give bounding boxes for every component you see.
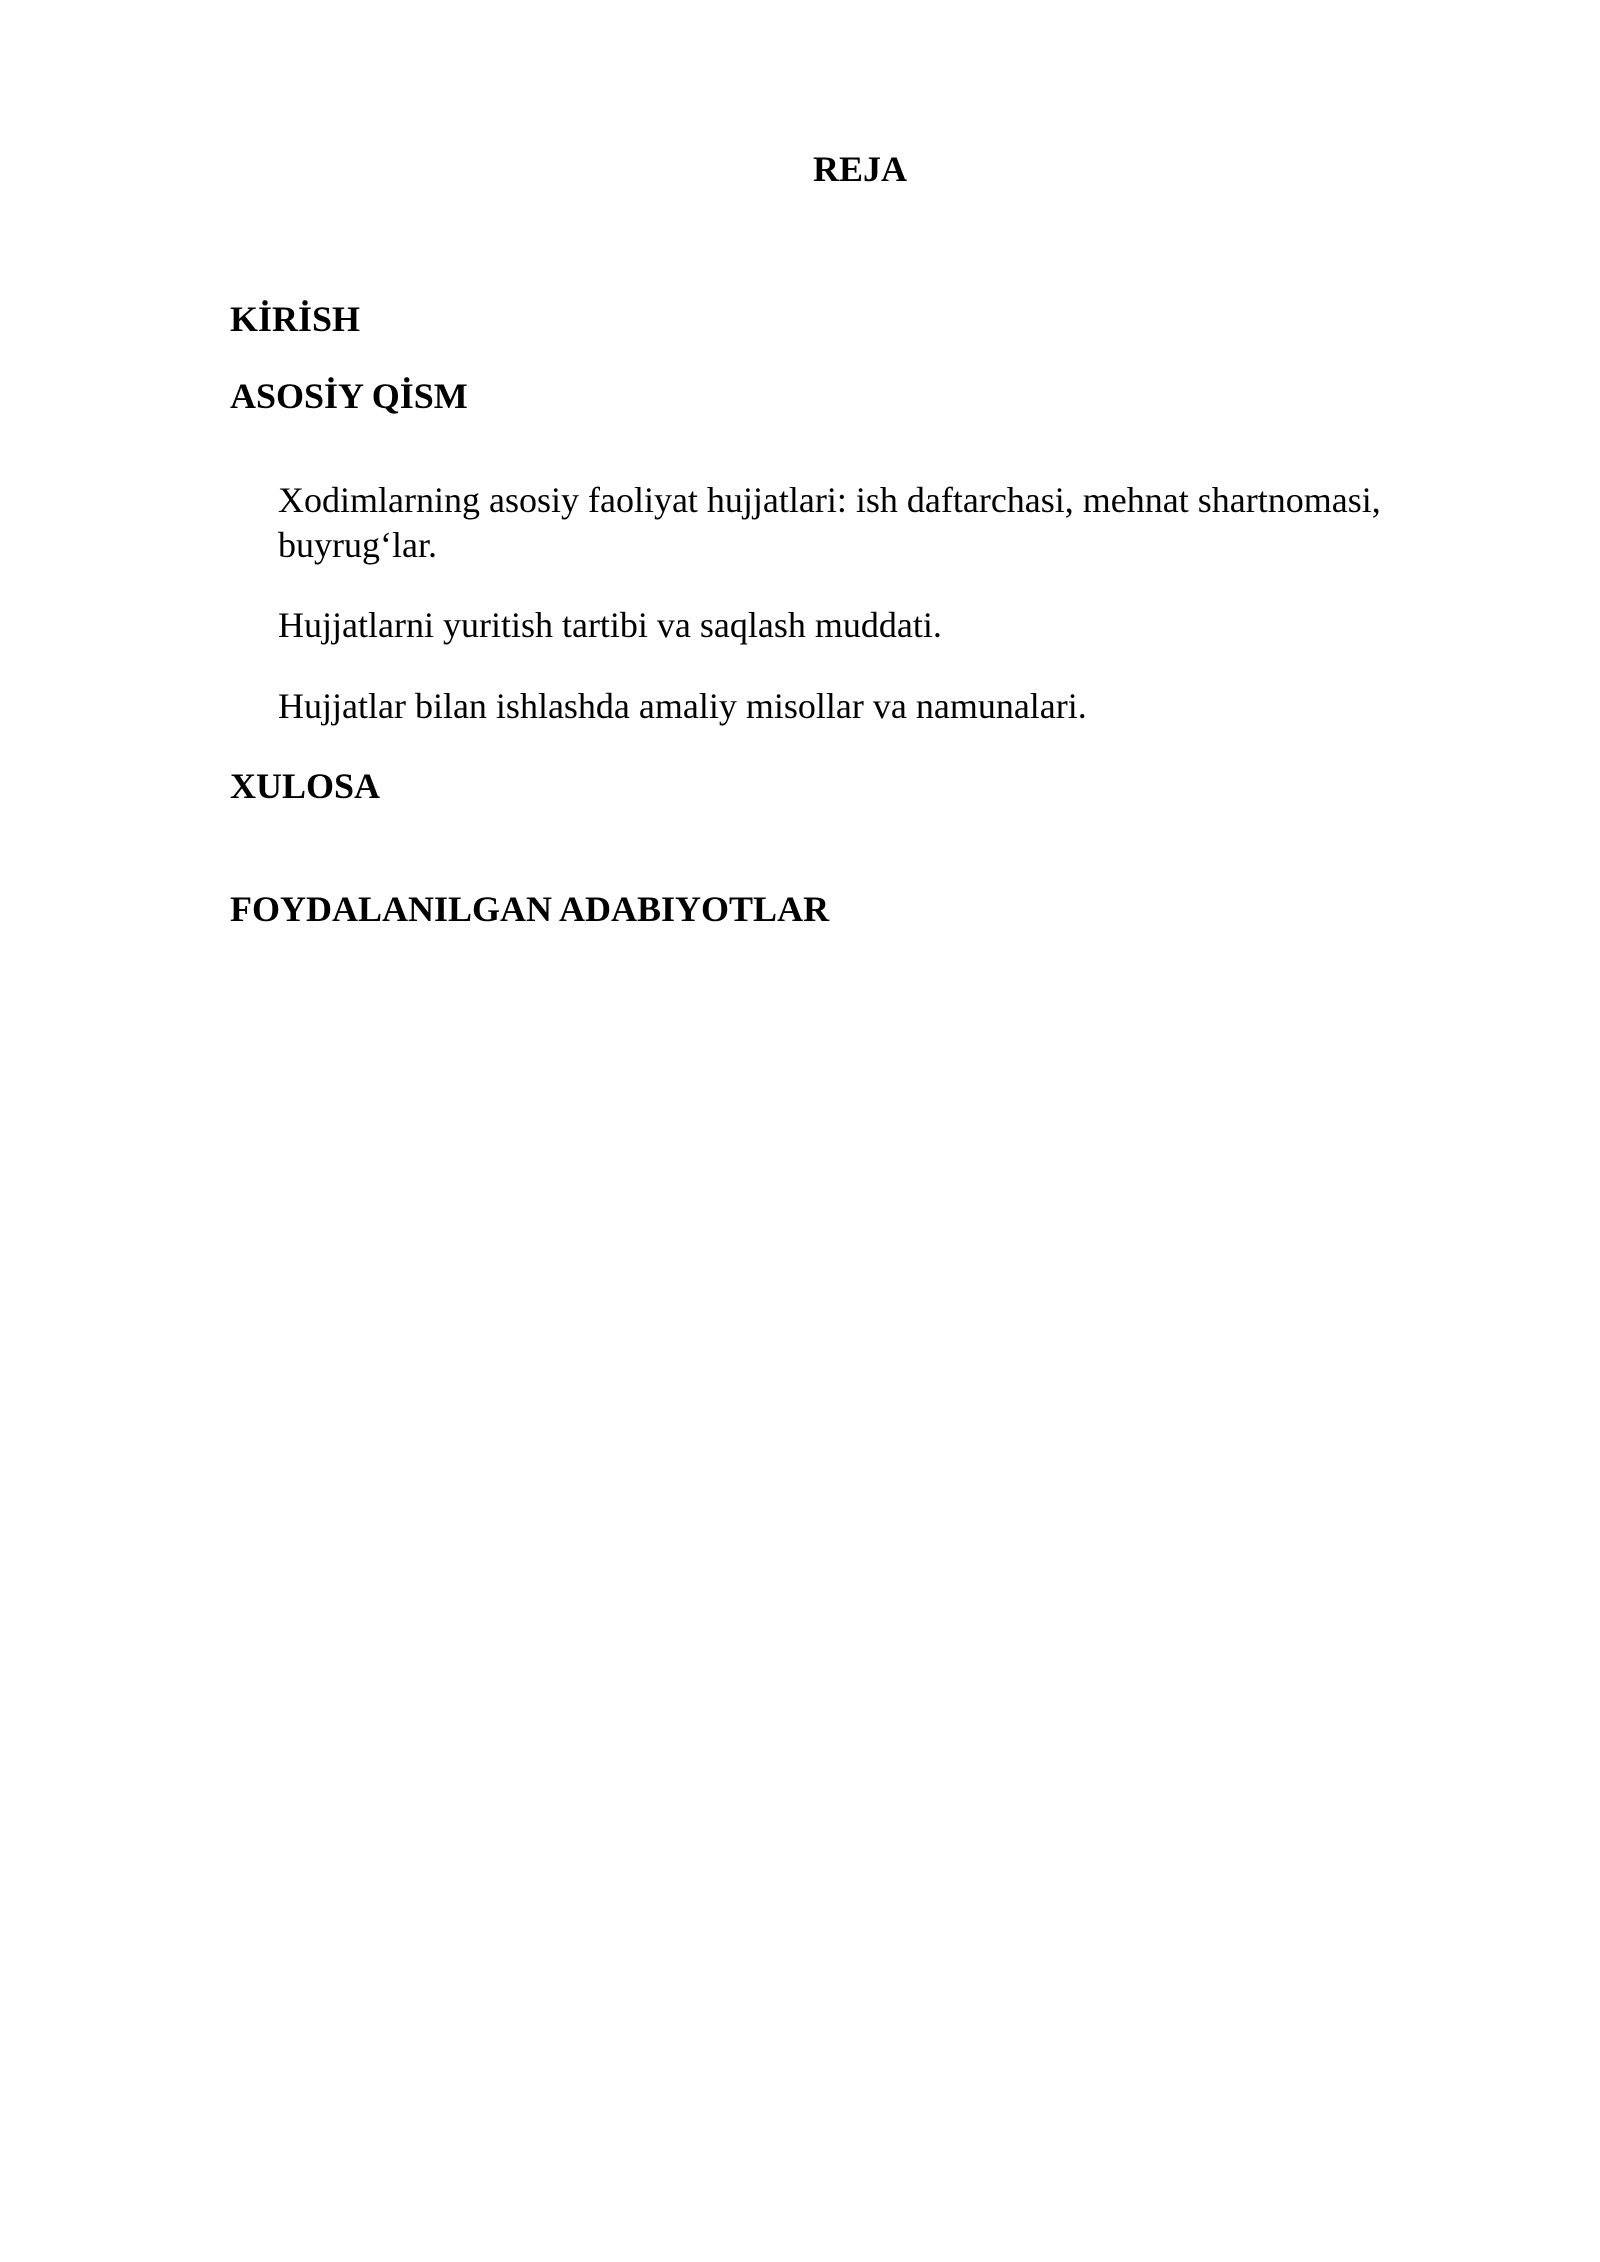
section-heading-intro: KİRİSH <box>230 299 361 339</box>
section-heading-main: ASOSİY QİSM <box>230 376 468 416</box>
document-title: REJA <box>812 149 907 189</box>
main-item-1: Xodimlarning asosiy faoliyat hujjatlari: ish daftarchasi, mehnat shartnomasi, buyrug‘lar. <box>278 480 1381 565</box>
main-item-3: Hujjatlar bilan ishlashda amaliy misollar va namunalari. <box>278 686 1087 726</box>
section-heading-conclusion: XULOSA <box>230 766 381 806</box>
main-item-2: Hujjatlarni yuritish tartibi va saqlash muddati. <box>278 605 942 645</box>
section-heading-references: FOYDALANILGAN ADABIYOTLAR <box>230 889 830 929</box>
